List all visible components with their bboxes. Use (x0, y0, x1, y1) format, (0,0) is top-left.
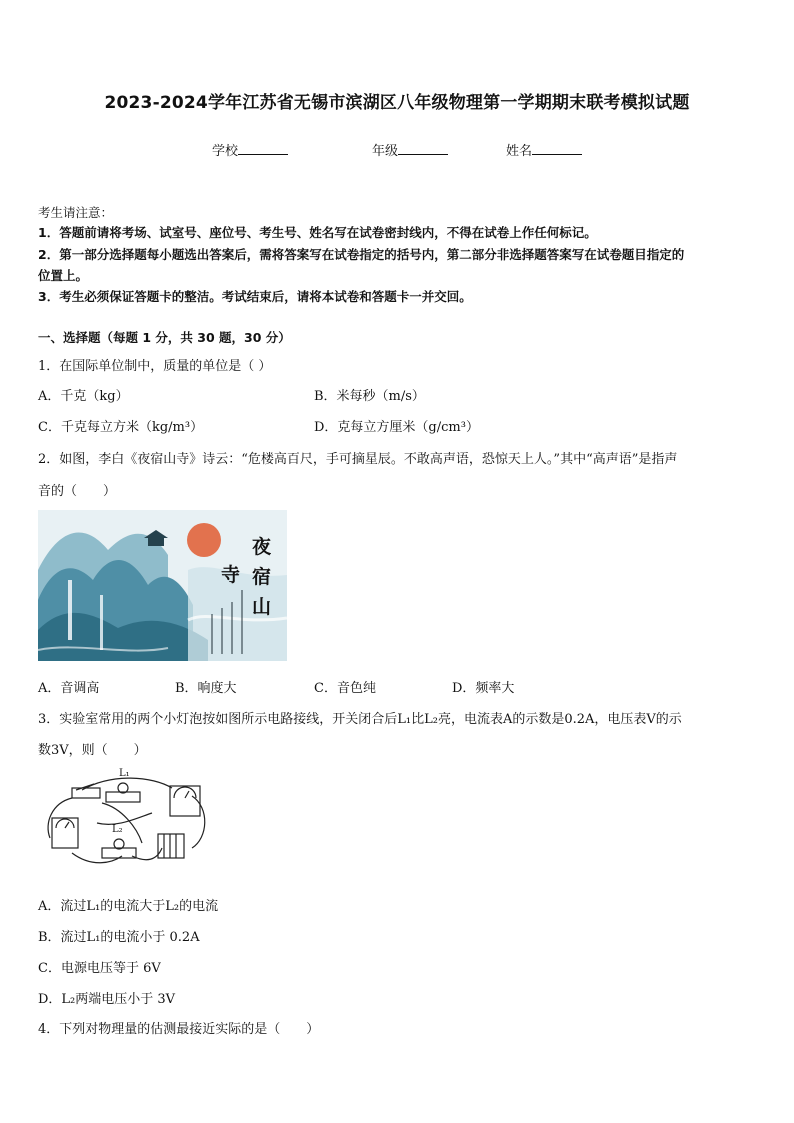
poem-char-3: 山 (252, 596, 272, 618)
name-label: 姓名 (506, 144, 533, 159)
q4-stem: 4．下列对物理量的估测最接近实际的是（ ） (38, 1022, 320, 1037)
q1-option-b: B．米每秒（m/s） (314, 389, 425, 404)
notice-item-2-cont: 位置上。 (38, 268, 89, 283)
poem-char-4: 寺 (221, 564, 241, 586)
notice-heading: 考生请注意： (38, 205, 114, 220)
q3-option-c: C．电源电压等于 6V (38, 961, 161, 976)
school-blank (238, 141, 288, 155)
lamp-l2-label: L₂ (112, 824, 123, 835)
notice-item-2: 2．第一部分选择题每小题选出答案后，需将答案写在试卷指定的括号内，第二部分非选择题答案写在试卷题目指定的 (38, 247, 685, 262)
poem-char-2: 宿 (252, 566, 272, 588)
q3-stem-line1: 3．实验室常用的两个小灯泡按如图所示电路接线，开关闭合后L₁比L₂亮，电流表A的示数是0.2A，电压表V的示 (38, 712, 682, 727)
notice-item-1: 1．答题前请将考场、试室号、座位号、考生号、姓名写在试卷密封线内，不得在试卷上作任何标记。 (38, 225, 597, 240)
grade-label: 年级 (372, 144, 399, 159)
lamp-l1-label: L₁ (119, 768, 130, 779)
q2-option-b: B．响度大 (175, 681, 237, 696)
circuit-drawing (42, 768, 212, 871)
q2-option-d: D．频率大 (452, 681, 515, 696)
q1-option-a: A．千克（kg） (38, 389, 129, 404)
q3-option-b: B．流过L₁的电流小于 0.2A (38, 930, 200, 945)
q1-stem: 1．在国际单位制中，质量的单位是（ ） (38, 359, 272, 374)
page-title: 2023-2024学年江苏省无锡市滨湖区八年级物理第一学期期末联考模拟试题 (104, 93, 690, 113)
grade-field (372, 140, 448, 159)
q1-option-d: D．克每立方厘米（g/cm³） (314, 420, 479, 435)
q3-stem-line2: 数3V，则（ ） (38, 743, 147, 758)
q2-option-c: C．音色纯 (314, 681, 376, 696)
q2-stem-line2: 音的（ ） (38, 484, 117, 499)
landscape-image (38, 510, 287, 661)
q1-option-c: C．千克每立方米（kg/m³） (38, 420, 204, 435)
school-field (212, 140, 288, 159)
section-heading: 一、选择题（每题 1 分，共 30 题，30 分） (38, 330, 291, 345)
poem-small-text-decoration (208, 588, 248, 658)
q2-stem-line1: 2．如图，李白《夜宿山寺》诗云：“危楼高百尺，手可摘星辰。不敢高声语，恐惊天上人。”其中“高声语”是指声 (38, 452, 678, 467)
grade-blank (398, 141, 448, 155)
poem-char-1: 夜 (252, 536, 272, 558)
poem-painting (38, 510, 287, 661)
name-field (506, 140, 582, 159)
q3-option-d: D．L₂两端电压小于 3V (38, 992, 176, 1007)
school-label: 学校 (212, 144, 239, 159)
q3-option-a: A．流过L₁的电流大于L₂的电流 (38, 899, 219, 914)
name-blank (532, 141, 582, 155)
circuit-diagram (42, 768, 212, 871)
q2-option-a: A．音调高 (38, 681, 100, 696)
notice-item-3: 3．考生必须保证答题卡的整洁。考试结束后，请将本试卷和答题卡一并交回。 (38, 289, 472, 304)
